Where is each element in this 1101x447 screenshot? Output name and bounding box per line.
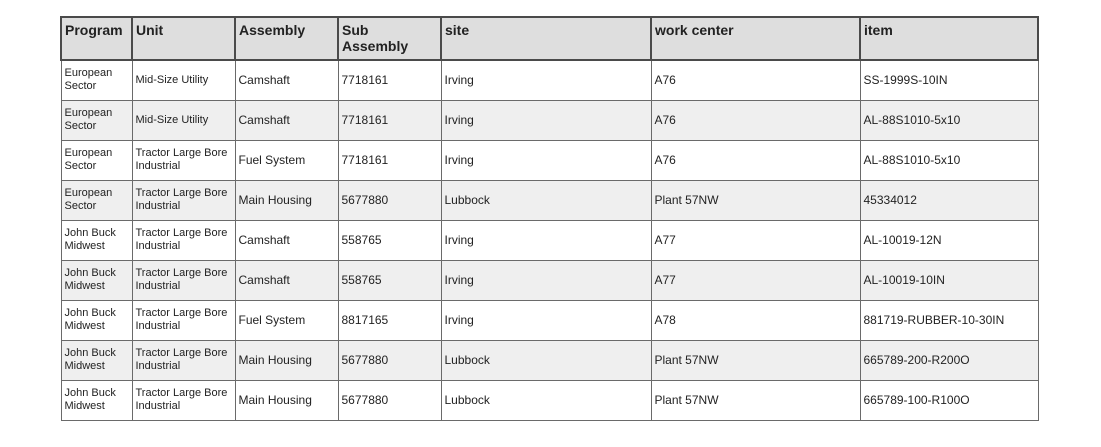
cell-site: Irving (441, 260, 651, 300)
cell-assembly: Camshaft (235, 100, 338, 140)
cell-work-center: A76 (651, 60, 860, 100)
cell-program: European Sector (61, 100, 132, 140)
cell-program: John Buck Midwest (61, 380, 132, 420)
header-row (61, 17, 1038, 60)
cell-unit: Tractor Large Bore Industrial (132, 180, 235, 220)
cell-program: John Buck Midwest (61, 340, 132, 380)
header-sub-assembly: Sub Assembly (338, 17, 441, 60)
cell-work-center: Plant 57NW (651, 340, 860, 380)
cell-unit: Tractor Large Bore Industrial (132, 220, 235, 260)
cell-sub-assembly: 8817165 (338, 300, 441, 340)
cell-item: 665789-100-R100O (860, 380, 1038, 420)
cell-assembly: Main Housing (235, 180, 338, 220)
cell-item: 665789-200-R200O (860, 340, 1038, 380)
data-table-container (60, 16, 1037, 421)
cell-unit: Tractor Large Bore Industrial (132, 380, 235, 420)
table-row (61, 100, 1038, 140)
cell-unit: Mid-Size Utility (132, 100, 235, 140)
cell-work-center: Plant 57NW (651, 380, 860, 420)
table-body (61, 60, 1038, 420)
table-row (61, 260, 1038, 300)
cell-unit: Tractor Large Bore Industrial (132, 340, 235, 380)
cell-program: John Buck Midwest (61, 260, 132, 300)
cell-assembly: Fuel System (235, 300, 338, 340)
cell-site: Irving (441, 220, 651, 260)
cell-site: Irving (441, 140, 651, 180)
cell-site: Lubbock (441, 340, 651, 380)
cell-site: Irving (441, 60, 651, 100)
header-unit: Unit (132, 17, 235, 60)
table-row (61, 60, 1038, 100)
cell-assembly: Camshaft (235, 260, 338, 300)
cell-item: AL-10019-12N (860, 220, 1038, 260)
table-row (61, 180, 1038, 220)
cell-assembly: Camshaft (235, 220, 338, 260)
cell-unit: Tractor Large Bore Industrial (132, 260, 235, 300)
cell-sub-assembly: 558765 (338, 220, 441, 260)
table-row (61, 340, 1038, 380)
header-site: site (441, 17, 651, 60)
cell-sub-assembly: 5677880 (338, 340, 441, 380)
cell-unit: Tractor Large Bore Industrial (132, 300, 235, 340)
cell-item: 881719-RUBBER-10-30IN (860, 300, 1038, 340)
cell-item: AL-88S1010-5x10 (860, 100, 1038, 140)
cell-assembly: Main Housing (235, 380, 338, 420)
cell-item: AL-88S1010-5x10 (860, 140, 1038, 180)
header-work-center: work center (651, 17, 860, 60)
cell-work-center: Plant 57NW (651, 180, 860, 220)
cell-item: 45334012 (860, 180, 1038, 220)
cell-assembly: Camshaft (235, 60, 338, 100)
cell-sub-assembly: 7718161 (338, 60, 441, 100)
cell-assembly: Fuel System (235, 140, 338, 180)
table-row (61, 380, 1038, 420)
cell-work-center: A76 (651, 100, 860, 140)
cell-sub-assembly: 5677880 (338, 380, 441, 420)
table-row (61, 140, 1038, 180)
cell-sub-assembly: 7718161 (338, 140, 441, 180)
cell-sub-assembly: 5677880 (338, 180, 441, 220)
data-table (60, 16, 1039, 421)
cell-item: AL-10019-10IN (860, 260, 1038, 300)
cell-work-center: A78 (651, 300, 860, 340)
cell-program: John Buck Midwest (61, 300, 132, 340)
cell-unit: Mid-Size Utility (132, 60, 235, 100)
cell-program: European Sector (61, 60, 132, 100)
cell-site: Lubbock (441, 380, 651, 420)
cell-work-center: A76 (651, 140, 860, 180)
table-row (61, 220, 1038, 260)
cell-assembly: Main Housing (235, 340, 338, 380)
cell-sub-assembly: 558765 (338, 260, 441, 300)
header-assembly: Assembly (235, 17, 338, 60)
header-item: item (860, 17, 1038, 60)
cell-sub-assembly: 7718161 (338, 100, 441, 140)
cell-site: Irving (441, 300, 651, 340)
cell-item: SS-1999S-10IN (860, 60, 1038, 100)
cell-program: European Sector (61, 180, 132, 220)
cell-work-center: A77 (651, 260, 860, 300)
table-header (61, 17, 1038, 60)
table-row (61, 300, 1038, 340)
cell-program: John Buck Midwest (61, 220, 132, 260)
cell-site: Irving (441, 100, 651, 140)
header-program: Program (61, 17, 132, 60)
cell-program: European Sector (61, 140, 132, 180)
cell-work-center: A77 (651, 220, 860, 260)
cell-site: Lubbock (441, 180, 651, 220)
cell-unit: Tractor Large Bore Industrial (132, 140, 235, 180)
